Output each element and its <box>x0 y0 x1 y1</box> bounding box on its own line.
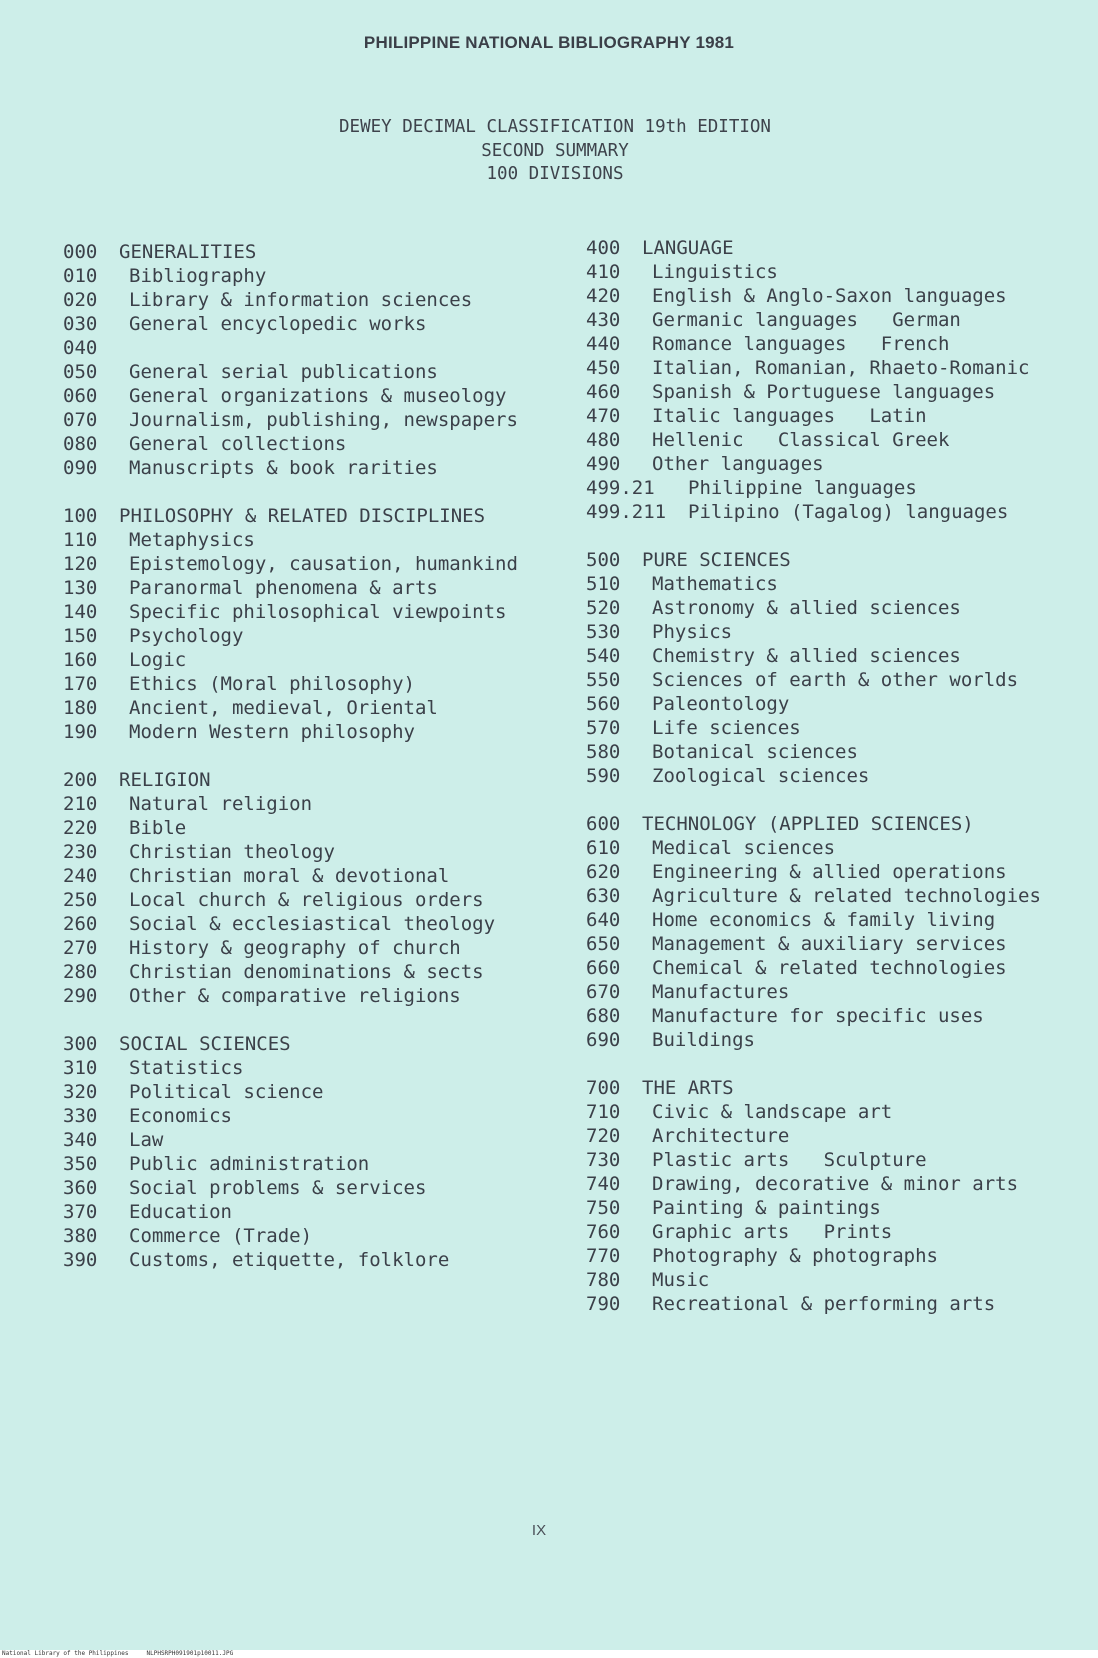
division-row <box>63 1200 518 1224</box>
division-row <box>63 888 518 912</box>
division-label: History & geography of church <box>129 937 461 959</box>
class-heading-row <box>586 812 1041 836</box>
class-heading-row <box>586 1076 1041 1100</box>
subdivision-row <box>586 476 1041 500</box>
division-label: Graphic arts Prints <box>652 1221 893 1243</box>
division-label: Medical sciences <box>652 837 836 859</box>
division-row <box>63 816 518 840</box>
division-row <box>63 1080 518 1104</box>
division-label: Social problems & services <box>129 1177 427 1199</box>
division-label: Engineering & allied operations <box>652 861 1007 883</box>
left-column <box>63 240 518 1296</box>
division-label: General encyclopedic works <box>129 313 427 335</box>
division-row <box>586 332 1041 356</box>
division-label: Italian, Romanian, Rhaeto-Romanic <box>652 357 1030 379</box>
class-heading-row <box>63 504 518 528</box>
division-code: 010 <box>63 265 98 287</box>
subdivision-label: Pilipino (Tagalog) languages <box>688 501 1009 523</box>
division-row <box>63 552 518 576</box>
division-code: 640 <box>586 909 621 931</box>
division-row <box>586 860 1041 884</box>
division-code: 090 <box>63 457 98 479</box>
division-label: Germanic languages German <box>652 309 961 331</box>
division-label: Epistemology, causation, humankind <box>129 553 518 575</box>
division-label: Christian theology <box>129 841 335 863</box>
division-label: Manuscripts & book rarities <box>129 457 438 479</box>
division-row <box>586 980 1041 1004</box>
division-code: 780 <box>586 1269 621 1291</box>
class-label: PHILOSOPHY & RELATED DISCIPLINES <box>119 505 486 527</box>
division-label: Bibliography <box>129 265 267 287</box>
page-header: PHILIPPINE NATIONAL BIBLIOGRAPHY 1981 <box>363 33 735 52</box>
division-row <box>63 1056 518 1080</box>
division-label: Ethics (Moral philosophy) <box>129 673 415 695</box>
division-code: 130 <box>63 577 98 599</box>
division-row <box>63 1104 518 1128</box>
division-label: Paleontology <box>652 693 790 715</box>
class-heading-row <box>63 1032 518 1056</box>
division-label: Linguistics <box>652 261 778 283</box>
division-row <box>586 260 1041 284</box>
division-label: Spanish & Portuguese languages <box>652 381 996 403</box>
subdivision-label: Philippine languages <box>688 477 917 499</box>
division-code: 510 <box>586 573 621 595</box>
division-label: Social & ecclesiastical theology <box>129 913 496 935</box>
division-label: Journalism, publishing, newspapers <box>129 409 518 431</box>
division-code: 040 <box>63 337 98 359</box>
class-section <box>586 812 1041 1052</box>
class-section <box>586 1076 1041 1316</box>
division-code: 590 <box>586 765 621 787</box>
division-row <box>586 1196 1041 1220</box>
division-label: Manufactures <box>652 981 790 1003</box>
footer-file: NLPHSRPH091901p10011.JPG <box>146 1650 234 1657</box>
division-code: 070 <box>63 409 98 431</box>
division-row <box>63 984 518 1008</box>
division-code: 330 <box>63 1105 98 1127</box>
division-label: Commerce (Trade) <box>129 1225 313 1247</box>
division-label: Education <box>129 1201 232 1223</box>
class-code: 500 <box>586 549 621 571</box>
division-code: 570 <box>586 717 621 739</box>
division-label: Statistics <box>129 1057 244 1079</box>
title-block <box>0 116 1098 187</box>
division-row <box>63 384 518 408</box>
division-row <box>586 740 1041 764</box>
division-label: Civic & landscape art <box>652 1101 893 1123</box>
division-label: Hellenic Classical Greek <box>652 429 950 451</box>
division-row <box>586 956 1041 980</box>
class-heading-row <box>63 768 518 792</box>
division-code: 630 <box>586 885 621 907</box>
division-row <box>586 908 1041 932</box>
division-row <box>63 1128 518 1152</box>
division-label: Chemical & related technologies <box>652 957 1007 979</box>
division-row <box>586 836 1041 860</box>
class-label: LANGUAGE <box>642 237 734 259</box>
division-code: 410 <box>586 261 621 283</box>
division-label: Chemistry & allied sciences <box>652 645 961 667</box>
class-code: 200 <box>63 769 98 791</box>
division-code: 550 <box>586 669 621 691</box>
division-row <box>586 1172 1041 1196</box>
division-code: 560 <box>586 693 621 715</box>
division-code: 340 <box>63 1129 98 1151</box>
division-row <box>63 1176 518 1200</box>
subdivision-code: 499.21 <box>586 477 655 499</box>
class-section <box>63 240 518 480</box>
division-row <box>586 716 1041 740</box>
division-label: Public administration <box>129 1153 370 1175</box>
division-row <box>586 1100 1041 1124</box>
division-code: 790 <box>586 1293 621 1315</box>
division-row <box>586 764 1041 788</box>
division-code: 740 <box>586 1173 621 1195</box>
division-code: 670 <box>586 981 621 1003</box>
division-row <box>586 284 1041 308</box>
division-row <box>586 404 1041 428</box>
division-code: 650 <box>586 933 621 955</box>
division-row <box>586 380 1041 404</box>
class-heading-row <box>63 240 518 264</box>
division-label: Local church & religious orders <box>129 889 484 911</box>
division-label: Law <box>129 1129 164 1151</box>
division-row <box>63 408 518 432</box>
division-code: 770 <box>586 1245 621 1267</box>
division-code: 260 <box>63 913 98 935</box>
division-label: Paranormal phenomena & arts <box>129 577 438 599</box>
class-heading-row <box>586 548 1041 572</box>
division-row <box>586 668 1041 692</box>
class-section <box>586 548 1041 788</box>
division-row <box>586 1004 1041 1028</box>
division-row <box>586 884 1041 908</box>
division-row <box>586 452 1041 476</box>
division-code: 050 <box>63 361 98 383</box>
division-code: 610 <box>586 837 621 859</box>
class-code: 600 <box>586 813 621 835</box>
division-code: 240 <box>63 865 98 887</box>
division-label: Mathematics <box>652 573 778 595</box>
division-row <box>586 1244 1041 1268</box>
class-section <box>63 504 518 744</box>
division-code: 140 <box>63 601 98 623</box>
division-label: Italic languages Latin <box>652 405 927 427</box>
division-label: Agriculture & related technologies <box>652 885 1041 907</box>
division-code: 360 <box>63 1177 98 1199</box>
division-code: 620 <box>586 861 621 883</box>
division-label: Political science <box>129 1081 324 1103</box>
division-label: Life sciences <box>652 717 801 739</box>
division-code: 540 <box>586 645 621 667</box>
division-code: 760 <box>586 1221 621 1243</box>
division-label: Logic <box>129 649 187 671</box>
division-code: 580 <box>586 741 621 763</box>
division-code: 520 <box>586 597 621 619</box>
division-code: 750 <box>586 1197 621 1219</box>
division-label: Music <box>652 1269 710 1291</box>
division-row <box>63 288 518 312</box>
division-label: English & Anglo-Saxon languages <box>652 285 1007 307</box>
division-code: 110 <box>63 529 98 551</box>
division-label: Specific philosophical viewpoints <box>129 601 507 623</box>
class-label: RELIGION <box>119 769 211 791</box>
division-label: Physics <box>652 621 733 643</box>
division-code: 270 <box>63 937 98 959</box>
classification-title: DEWEY DECIMAL CLASSIFICATION 19th EDITION <box>339 117 771 137</box>
division-label: Home economics & family living <box>652 909 996 931</box>
division-code: 150 <box>63 625 98 647</box>
division-label: Romance languages French <box>652 333 950 355</box>
division-row <box>586 596 1041 620</box>
division-code: 680 <box>586 1005 621 1027</box>
class-section <box>63 1032 518 1272</box>
division-label: Christian denominations & sects <box>129 961 484 983</box>
division-code: 720 <box>586 1125 621 1147</box>
division-label: Recreational & performing arts <box>652 1293 996 1315</box>
division-code: 480 <box>586 429 621 451</box>
division-row <box>586 428 1041 452</box>
division-row <box>63 360 518 384</box>
division-code: 660 <box>586 957 621 979</box>
division-code: 350 <box>63 1153 98 1175</box>
division-code: 030 <box>63 313 98 335</box>
division-code: 420 <box>586 285 621 307</box>
division-row <box>63 648 518 672</box>
division-code: 380 <box>63 1225 98 1247</box>
division-row <box>63 792 518 816</box>
division-row <box>63 960 518 984</box>
division-row <box>63 528 518 552</box>
division-row <box>586 1028 1041 1052</box>
division-row <box>63 864 518 888</box>
division-row <box>63 600 518 624</box>
division-code: 460 <box>586 381 621 403</box>
division-row <box>586 308 1041 332</box>
subdivision-row <box>586 500 1041 524</box>
division-row <box>586 692 1041 716</box>
class-label: GENERALITIES <box>119 241 257 263</box>
division-label: Sciences of earth & other worlds <box>652 669 1019 691</box>
division-label: Architecture <box>652 1125 790 1147</box>
division-row <box>586 1292 1041 1316</box>
division-label: Psychology <box>129 625 244 647</box>
division-code: 160 <box>63 649 98 671</box>
class-section <box>63 768 518 1008</box>
class-code: 000 <box>63 241 98 263</box>
division-row <box>63 1224 518 1248</box>
division-code: 250 <box>63 889 98 911</box>
division-row <box>63 1152 518 1176</box>
division-label: Botanical sciences <box>652 741 858 763</box>
division-code: 430 <box>586 309 621 331</box>
division-row <box>63 432 518 456</box>
division-label: Ancient, medieval, Oriental <box>129 697 438 719</box>
division-label: Drawing, decorative & minor arts <box>652 1173 1019 1195</box>
class-code: 100 <box>63 505 98 527</box>
division-label: Natural religion <box>129 793 313 815</box>
division-label: Manufacture for specific uses <box>652 1005 984 1027</box>
division-code: 290 <box>63 985 98 1007</box>
division-code: 710 <box>586 1101 621 1123</box>
division-code: 190 <box>63 721 98 743</box>
division-label: Bible <box>129 817 187 839</box>
division-label: Christian moral & devotional <box>129 865 450 887</box>
division-row <box>586 620 1041 644</box>
division-label: Other languages <box>652 453 824 475</box>
division-code: 210 <box>63 793 98 815</box>
division-code: 020 <box>63 289 98 311</box>
class-label: THE ARTS <box>642 1077 734 1099</box>
division-row <box>63 1248 518 1272</box>
class-code: 400 <box>586 237 621 259</box>
division-label: Customs, etiquette, folklore <box>129 1249 450 1271</box>
division-row <box>63 840 518 864</box>
class-heading-row <box>586 236 1041 260</box>
division-label: Painting & paintings <box>652 1197 881 1219</box>
division-code: 440 <box>586 333 621 355</box>
division-row <box>63 912 518 936</box>
division-label: Astronomy & allied sciences <box>652 597 961 619</box>
division-row <box>586 644 1041 668</box>
division-row <box>63 624 518 648</box>
division-code: 470 <box>586 405 621 427</box>
division-code: 730 <box>586 1149 621 1171</box>
divisions-title: 100 DIVISIONS <box>486 164 624 184</box>
division-code: 230 <box>63 841 98 863</box>
division-label: Management & auxiliary services <box>652 933 1007 955</box>
division-row <box>63 312 518 336</box>
division-row <box>63 336 518 360</box>
division-code: 450 <box>586 357 621 379</box>
division-row <box>586 1268 1041 1292</box>
division-label: Plastic arts Sculpture <box>652 1149 927 1171</box>
division-code: 220 <box>63 817 98 839</box>
division-label: Buildings <box>652 1029 755 1051</box>
division-row <box>586 1220 1041 1244</box>
division-code: 310 <box>63 1057 98 1079</box>
division-label: Economics <box>129 1105 232 1127</box>
division-code: 320 <box>63 1081 98 1103</box>
division-code: 080 <box>63 433 98 455</box>
right-column <box>586 236 1041 1340</box>
division-row <box>63 720 518 744</box>
footer-library: National Library of the Philippines <box>2 1650 129 1657</box>
division-label: General collections <box>129 433 347 455</box>
division-row <box>63 672 518 696</box>
division-code: 490 <box>586 453 621 475</box>
division-code: 530 <box>586 621 621 643</box>
division-label: Library & information sciences <box>129 289 473 311</box>
division-label: Other & comparative religions <box>129 985 461 1007</box>
page-number: IX <box>531 1522 547 1539</box>
division-code: 170 <box>63 673 98 695</box>
division-row <box>586 932 1041 956</box>
division-code: 280 <box>63 961 98 983</box>
division-label: Modern Western philosophy <box>129 721 415 743</box>
summary-title: SECOND SUMMARY <box>481 140 629 161</box>
division-row <box>63 936 518 960</box>
division-row <box>586 356 1041 380</box>
division-row <box>586 572 1041 596</box>
division-code: 180 <box>63 697 98 719</box>
division-code: 390 <box>63 1249 98 1271</box>
class-section <box>586 236 1041 524</box>
division-row <box>586 1124 1041 1148</box>
division-row <box>586 1148 1041 1172</box>
division-label: General organizations & museology <box>129 385 507 407</box>
division-row <box>63 264 518 288</box>
scan-footer <box>0 1650 1098 1658</box>
subdivision-code: 499.211 <box>586 501 667 523</box>
class-label: PURE SCIENCES <box>642 549 791 571</box>
division-code: 690 <box>586 1029 621 1051</box>
division-label: General serial publications <box>129 361 438 383</box>
class-code: 700 <box>586 1077 621 1099</box>
division-row <box>63 576 518 600</box>
class-code: 300 <box>63 1033 98 1055</box>
division-row <box>63 456 518 480</box>
division-label: Metaphysics <box>129 529 255 551</box>
division-code: 370 <box>63 1201 98 1223</box>
division-row <box>63 696 518 720</box>
division-label: Zoological sciences <box>652 765 870 787</box>
division-code: 120 <box>63 553 98 575</box>
class-label: TECHNOLOGY (APPLIED SCIENCES) <box>642 813 974 835</box>
division-label: Photography & photographs <box>652 1245 938 1267</box>
division-code: 060 <box>63 385 98 407</box>
class-label: SOCIAL SCIENCES <box>119 1033 291 1055</box>
